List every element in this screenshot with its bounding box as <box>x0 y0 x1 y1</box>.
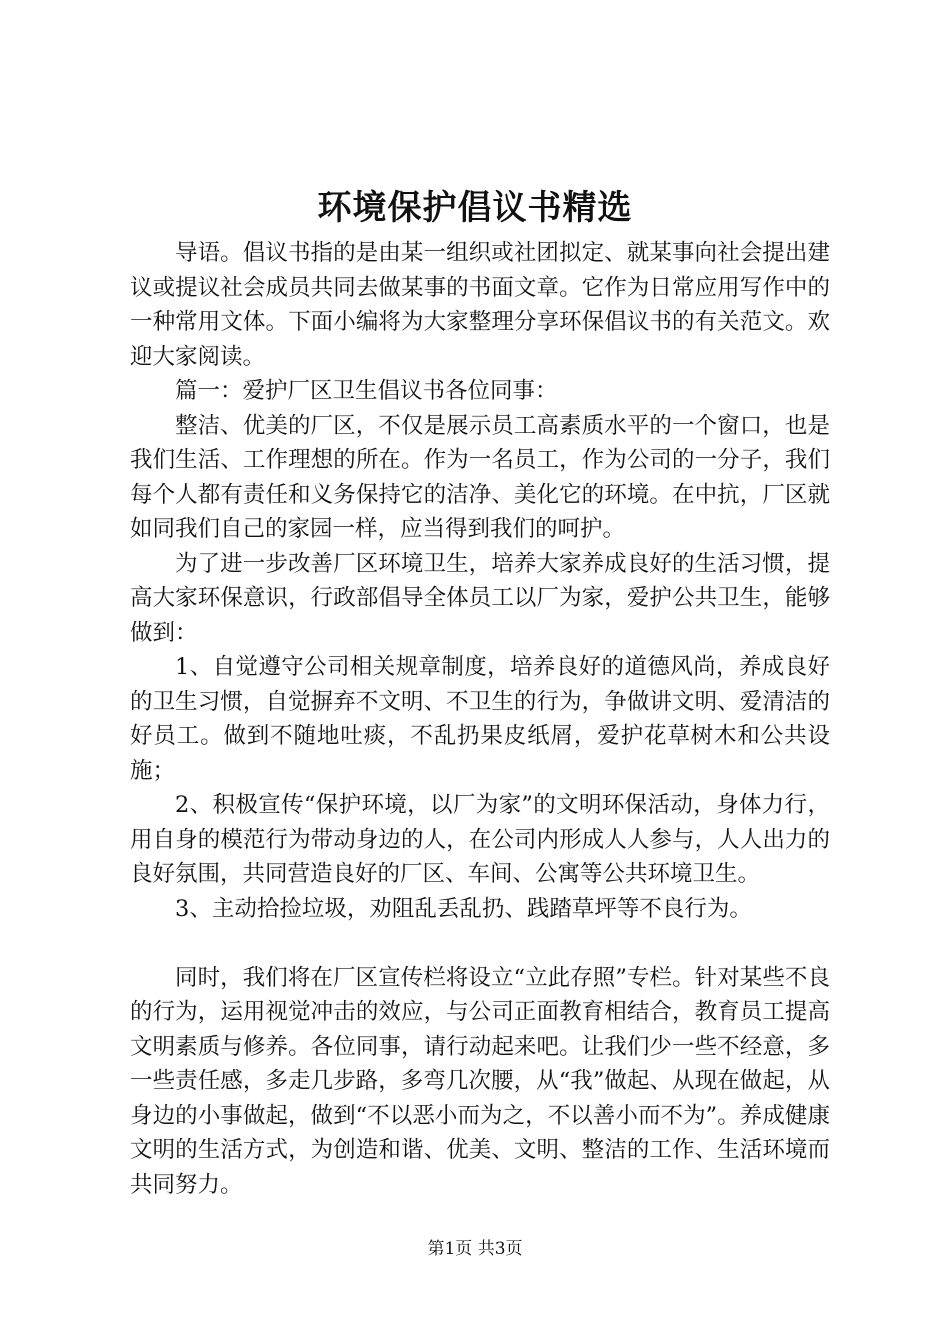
list-item-3: 3、主动拾捡垃圾，劝阻乱丢乱扔、践踏草坪等不良行为。 <box>175 895 752 922</box>
paragraph-intro: 导语。倡议书指的是由某一组织或社团拟定、就某事向社会提出建议或提议社会成员共同去做某事的书面文章。它作为日常应用写作中的一种常用文体。下面小编将为大家整理分享环保倡议书的有关范文。欢迎大家阅读。 <box>130 240 830 370</box>
list-item-1: 1、自觉遵守公司相关规章制度，培养良好的道德风尚，养成良好的卫生习惯，自觉摒弃不文明、不卫生的行为，争做讲文明、爱清洁的好员工。做到不随地吐痰，不乱扔果皮纸屑，爱护花草树木和公共设施； <box>130 654 830 784</box>
paragraph: 整洁、优美的厂区，不仅是展示员工高素质水平的一个窗口，也是我们生活、工作理想的所在。作为一名员工，作为公司的一分子，我们每个人都有责任和义务保持它的洁净、美化它的环境。在中抗，厂区就如同我们自己的家园一样，应当得到我们的呵护。 <box>130 412 830 542</box>
document-title: 环境保护倡议书精选 <box>317 188 633 228</box>
list-item-2: 2、积极宣传“保护环境，以厂为家”的文明环保活动，身体力行，用自身的模范行为带动身边的人，在公司内形成人人参与，人人出力的良好氛围，共同营造良好的厂区、车间、公寓等公共环境卫生。 <box>130 792 830 887</box>
document-body <box>130 236 830 1202</box>
paragraph: 为了进一步改善厂区环境卫生，培养大家养成良好的生活习惯，提高大家环保意识，行政部倡导全体员工以厂为家，爱护公共卫生，能够做到： <box>130 550 830 646</box>
paragraph-section-heading: 篇一：爱护厂区卫生倡议书各位同事： <box>175 378 558 404</box>
page-footer: 第1页 共3页 <box>427 1239 523 1259</box>
blank-line <box>130 926 830 961</box>
paragraph-closing: 同时，我们将在厂区宣传栏将设立“立此存照”专栏。针对某些不良的行为，运用视觉冲击的效应，与公司正面教育相结合，教育员工提高文明素质与修养。各位同事，请行动起来吧。让我们少一些不经意，多一些责任感，多走几步路，多弯几次腰，从“我”做起、从现在做起，从身边的小事做起，做到“不以恶小而为之，不以善小而不为”。养成健康文明的生活方式，为创造和谐、优美、文明、整洁的工作、生活环境而共同努力。 <box>130 964 830 1198</box>
